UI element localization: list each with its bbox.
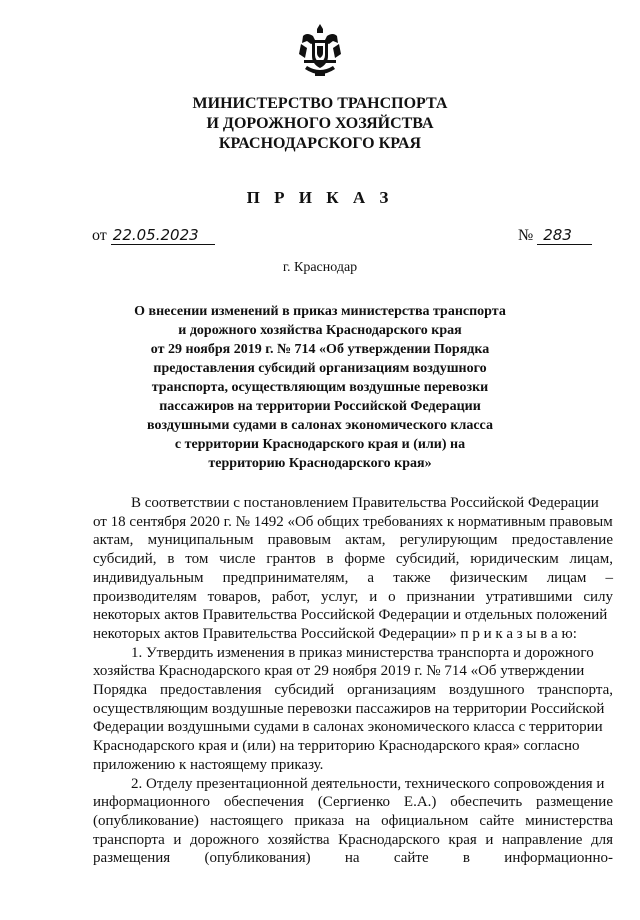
number-prefix: № <box>518 227 534 244</box>
body-line: приложению к настоящему приказу. <box>93 756 324 773</box>
order-number <box>518 226 592 245</box>
subject-line: с территории Краснодарского края и (или) на <box>174 437 466 452</box>
ministry-line: И ДОРОЖНОГО ХОЗЯЙСТВА <box>206 115 434 132</box>
body-line: В соответствии с постановлением Правительства Российской Федерации <box>131 495 599 511</box>
body-line: информационного обеспечения (Сергиенко Е.А.) обеспечить размещение <box>93 794 613 811</box>
subject-line: воздушными судами в салонах экономического класса <box>147 418 493 433</box>
body-line: 1. Утвердить изменения в приказ министерства транспорта и дорожного <box>131 644 594 661</box>
order-date <box>92 226 215 245</box>
body-line: Краснодарского края и (или) на территорию Краснодарского края» согласно <box>93 738 580 755</box>
body-line: некоторых актов Правительства Российской Федерации и отдельных положений <box>93 607 608 624</box>
body-line: (опубликование) настоящего приказа на официальном сайте министерства <box>93 812 613 829</box>
order-body <box>93 494 613 868</box>
ministry-line: КРАСНОДАРСКОГО КРАЯ <box>218 135 422 152</box>
body-line: Порядка предоставления субсидий организациям воздушного транспорта, <box>93 682 613 699</box>
coat-of-arms-icon <box>295 22 345 78</box>
body-line: 2. Отделу презентационной деятельности, технического сопровождения и <box>131 775 605 792</box>
body-line: хозяйства Краснодарского края от 29 ноября 2019 г. № 714 «Об утверждении <box>93 663 585 680</box>
subject-line: и дорожного хозяйства Краснодарского края <box>178 323 462 338</box>
body-line: транспорта и дорожного хозяйства Краснодарского края и направление для <box>93 831 613 848</box>
body-line: актам, муниципальным правовым актам, регулирующим предоставление <box>93 532 613 549</box>
date-value: 22.05.2023 <box>111 226 215 245</box>
body-line: индивидуальным предпринимателям, а также физическим лицам – <box>93 569 613 586</box>
date-prefix: от <box>92 227 107 244</box>
subject-line: пассажиров на территории Российской Федерации <box>159 399 481 414</box>
ministry-name <box>0 94 640 154</box>
body-line: некоторых актов Правительства Российской Федерации» п р и к а з ы в а ю: <box>93 625 577 642</box>
body-line: субсидий, в том числе грантов в форме субсидий, юридическим лицам, <box>93 551 613 568</box>
subject-line: предоставления субсидий организациям воздушного <box>153 361 487 376</box>
subject-line: транспорта, осуществляющим воздушные перевозки <box>151 380 489 395</box>
body-line: Федерации воздушными судами в салонах экономического класса с территории <box>93 719 603 736</box>
number-value: 283 <box>537 226 592 245</box>
body-line: от 18 сентября 2020 г. № 1492 «Об общих требованиях к нормативным правовым <box>93 513 613 530</box>
ministry-line: МИНИСТЕРСТВО ТРАНСПОРТА <box>192 95 448 112</box>
subject-line: от 29 ноября 2019 г. № 714 «Об утверждении Порядка <box>150 342 490 357</box>
subject-line: О внесении изменений в приказ министерства транспорта <box>134 304 506 319</box>
order-subject <box>130 302 510 473</box>
body-line: производителям товаров, работ, услуг, и о признании утратившими силу <box>93 588 613 605</box>
city: г. Краснодар <box>282 260 358 275</box>
document-type-title: П Р И К А З <box>246 188 394 207</box>
body-line: размещения (опубликования) на сайте в информационно- <box>93 850 613 867</box>
body-line: осуществляющим воздушные перевозки пассажиров на территории Российской <box>93 700 605 717</box>
subject-line: территорию Краснодарского края» <box>208 456 432 471</box>
